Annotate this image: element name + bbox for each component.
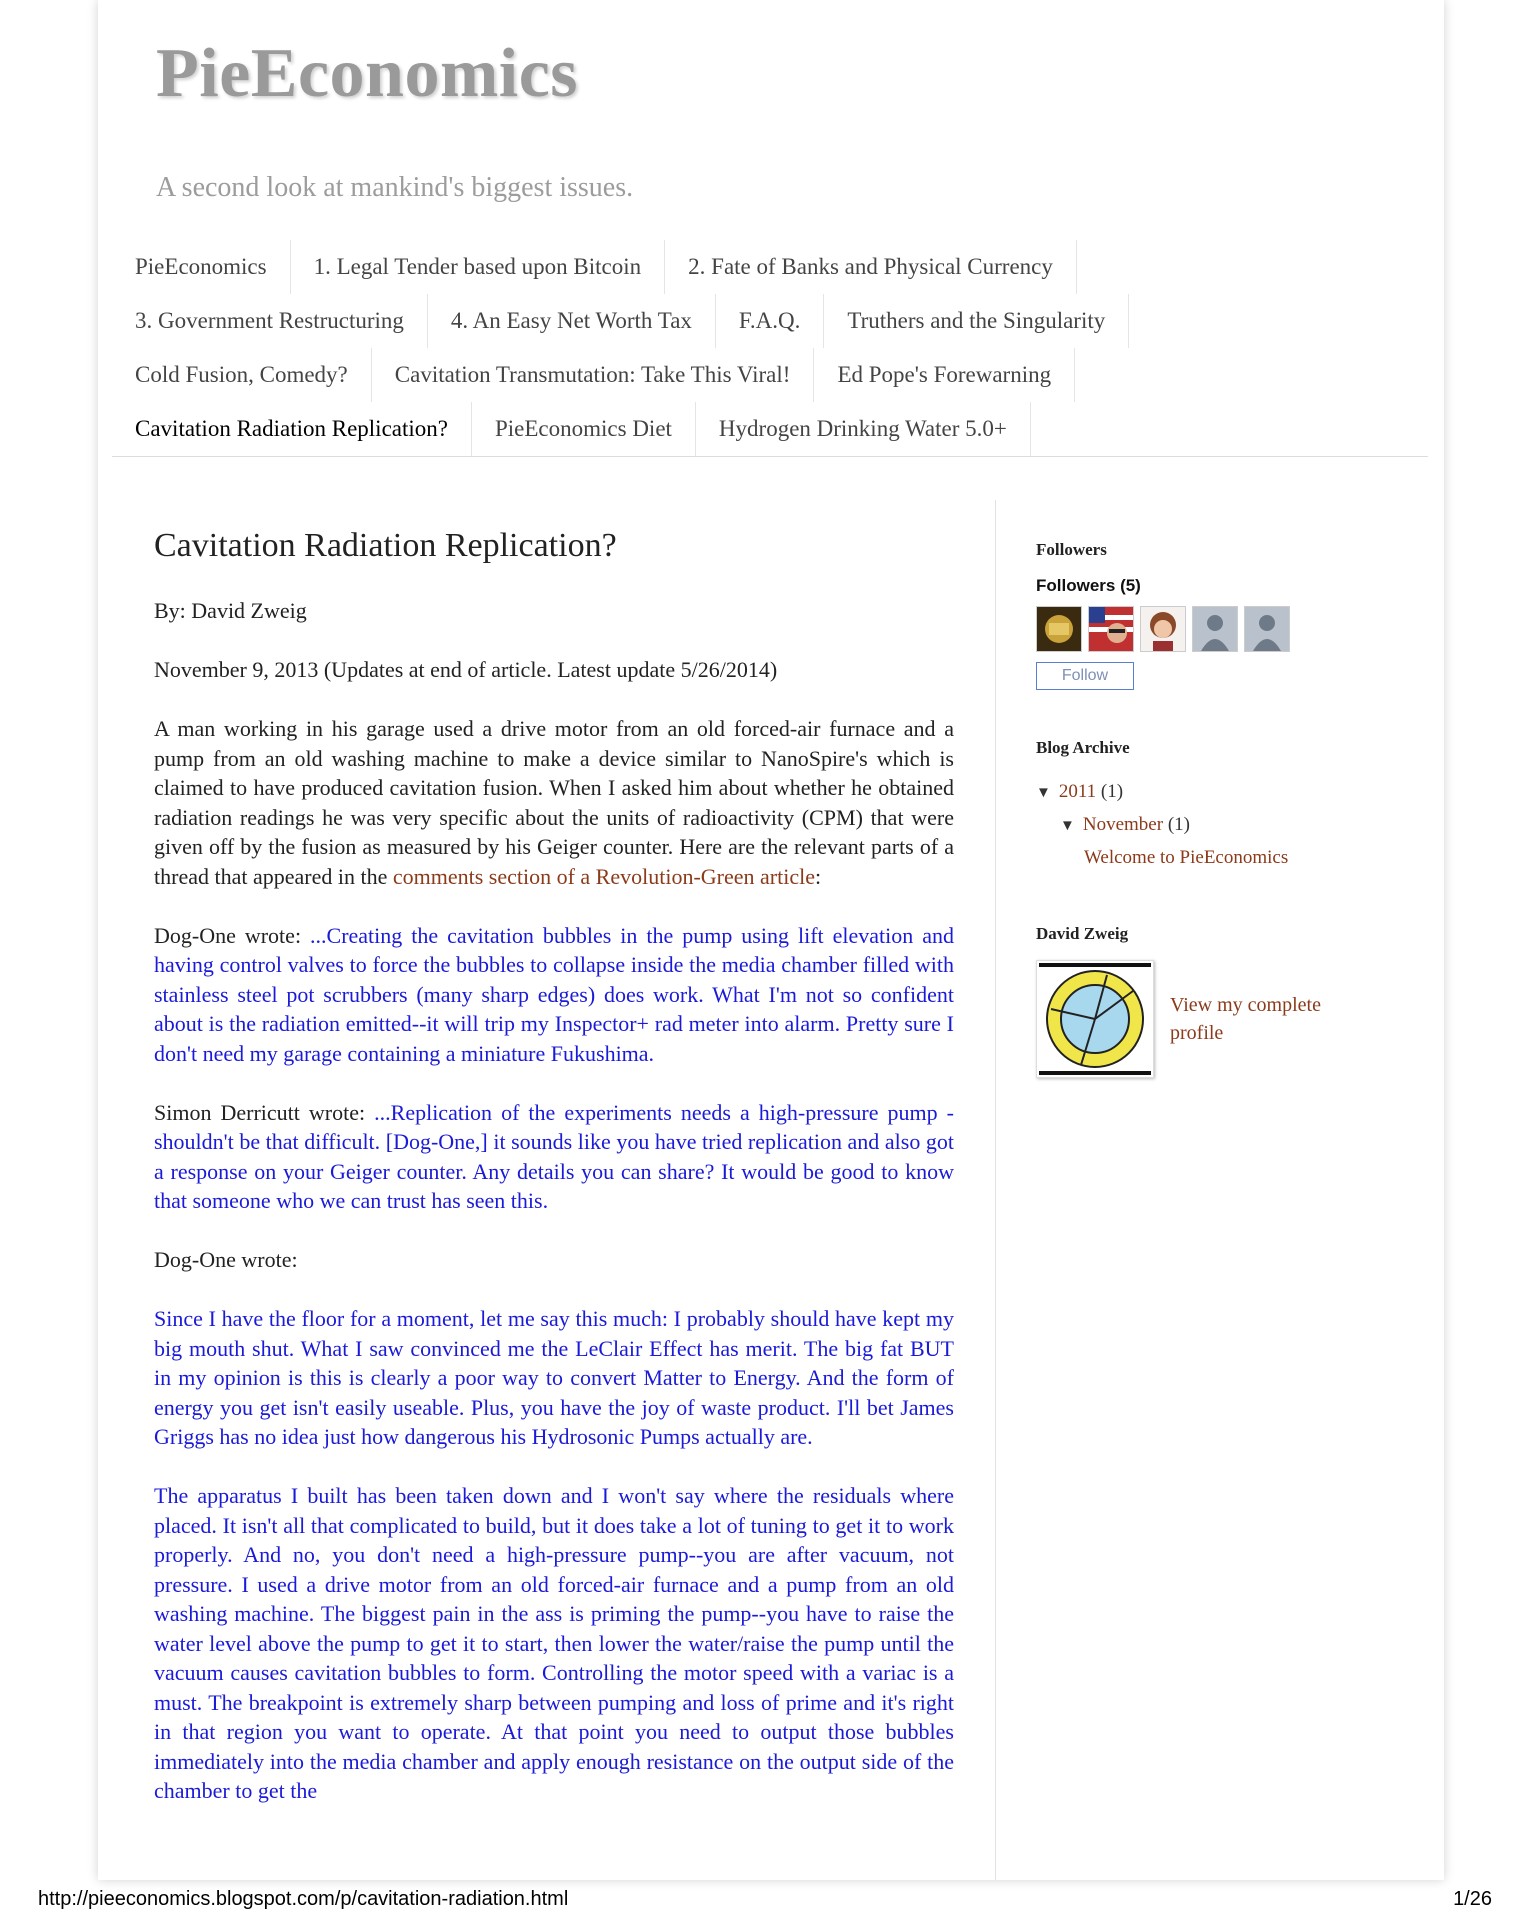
archive-month-link[interactable]: November [1082, 814, 1164, 835]
quote-author: Dog-One wrote: [154, 922, 311, 948]
tab-net-worth-tax[interactable]: 4. An Easy Net Worth Tax [428, 294, 716, 348]
view-profile-link[interactable]: View my complete profile [1170, 994, 1321, 1044]
tab-row [112, 294, 1428, 348]
followers-count[interactable]: Followers (5) [1036, 576, 1141, 595]
tab-row [112, 348, 1428, 402]
tab-faq[interactable]: F.A.Q. [716, 294, 824, 348]
page-container [98, 0, 1444, 1880]
post-date: November 9, 2013 (Updates at end of article. Latest update 5/26/2014) [154, 657, 778, 682]
profile-heading: David Zweig [1036, 924, 1129, 943]
tab-legal-tender[interactable]: 1. Legal Tender based upon Bitcoin [291, 240, 666, 294]
footer-url: http://pieeconomics.blogspot.com/p/cavitation-radiation.html [38, 1888, 569, 1910]
archive-month-row [1036, 809, 1376, 842]
quote-text: Since I have the floor for a moment, let me say this much: I probably should have kept my big mouth shut. What I saw convinced me the LeClair Effect has merit. The big fat BUT in my opinion is this is clearly a poor way to convert Matter to Energy. And the form of energy you get isn't easily useable. Plus, you have the joy of waste product. I'll bet James Griggs has no idea just how dangerous his Hydrosonic Pumps actually are. [154, 1306, 954, 1449]
tab-cavitation-transmutation[interactable]: Cavitation Transmutation: Take This Viral! [372, 348, 815, 402]
profile-block [1036, 960, 1376, 1078]
quote-simon [154, 1098, 954, 1216]
triangle-down-icon[interactable]: ▼ [1060, 818, 1075, 834]
tab-row [112, 240, 1428, 294]
quote-text: ...Creating the cavitation bubbles in the pump using lift elevation and having control valves to force the bubbles to collapse inside the media chamber filled with stainless steel pot scrubbers (many sharp edges) does work. What I'm not so confident about is the radiation emitted--it will trip my Inspector+ rad meter into alarm. Pretty sure I don't need my garage containing a miniature Fukushima. [154, 922, 954, 1066]
avatar[interactable] [1036, 606, 1082, 652]
quote-author: Dog-One wrote: [154, 1247, 298, 1272]
archive-post-row [1036, 842, 1376, 874]
post-title: Cavitation Radiation Replication? [154, 527, 617, 564]
tab-cavitation-radiation[interactable]: Cavitation Radiation Replication? [112, 402, 472, 456]
intro-end: : [814, 863, 822, 889]
archive-year-link[interactable]: 2011 [1058, 781, 1097, 802]
comments-link[interactable]: comments section of a Revolution-Green article [392, 863, 815, 889]
quote-text: The apparatus I built has been taken down and I won't say where the residuals where placed. It isn't all that complicated to build, but it does take a lot of tuning to get it to work properly. And no, you don't need a high-pressure pump--you are after vacuum, not pressure. I used a drive motor from an old forced-air furnace and a pump from an old washing machine. The biggest pain in the ass is priming the pump--you have to raise the water level above the pump to get it to start, then lower the water/raise the pump until the vacuum causes cavitation bubbles to form. Controlling the motor speed with a variac is a must. The breakpoint is extremely sharp between pumping and loss of prime and it's right in that region you want to operate. At that point you need to output those bubbles immediately into the media chamber and apply enough resistance on the output side of the chamber to get the [154, 1483, 954, 1803]
post-intro [154, 714, 954, 891]
quote-dog-one-1 [154, 921, 954, 1069]
avatar[interactable] [1192, 606, 1238, 652]
column-divider [995, 500, 996, 1880]
tab-fate-of-banks[interactable]: 2. Fate of Banks and Physical Currency [665, 240, 1077, 294]
follow-button[interactable]: Follow [1036, 662, 1134, 690]
blog-title[interactable]: PieEconomics [156, 35, 579, 112]
tab-row [112, 402, 1428, 456]
quote-author: Simon Derricutt wrote: [154, 1099, 375, 1125]
avatar[interactable] [1244, 606, 1290, 652]
profile-image[interactable] [1036, 960, 1154, 1078]
followers-heading: Followers [1036, 540, 1107, 559]
tab-ed-pope[interactable]: Ed Pope's Forewarning [814, 348, 1075, 402]
tab-truthers[interactable]: Truthers and the Singularity [824, 294, 1129, 348]
archive-heading: Blog Archive [1036, 738, 1130, 757]
post-byline: By: David Zweig [154, 598, 307, 623]
tab-pieeconomics[interactable]: PieEconomics [112, 240, 291, 294]
tab-hydrogen-water[interactable]: Hydrogen Drinking Water 5.0+ [696, 402, 1031, 456]
triangle-down-icon[interactable]: ▼ [1036, 785, 1051, 801]
archive-year-row [1036, 776, 1376, 809]
post-body [154, 520, 954, 1835]
blog-tagline: A second look at mankind's biggest issues. [156, 172, 634, 203]
tab-cold-fusion[interactable]: Cold Fusion, Comedy? [112, 348, 372, 402]
page-tabs [112, 240, 1428, 457]
archive-post-link[interactable]: Welcome to PieEconomics [1084, 847, 1289, 868]
quote-text: ...Replication of the experiments needs a high-pressure pump - shouldn't be that difficult. [Dog-One,] it sounds like you have tried replication and also got a response on your Geiger counter. Any details you can share? It would be good to know that someone who we can trust has seen this. [154, 1099, 954, 1213]
follower-avatars [1036, 606, 1376, 652]
avatar[interactable] [1140, 606, 1186, 652]
tab-government-restructuring[interactable]: 3. Government Restructuring [112, 294, 428, 348]
archive-month-count: (1) [1167, 814, 1190, 835]
avatar[interactable] [1088, 606, 1134, 652]
footer-page-number: 1/26 [1453, 1888, 1492, 1910]
tab-diet[interactable]: PieEconomics Diet [472, 402, 696, 456]
sidebar [1036, 540, 1376, 1078]
intro-text: A man working in his garage used a drive motor from an old forced-air furnace and a pump from an old washing machine to make a device similar to NanoSpire's which is claimed to have produced cavitation fusion. When I asked him about whether he obtained radiation readings he was very specific about the units of radioactivity (CPM) that were given off by the fusion as measured by his Geiger counter. Here are the relevant parts of a thread that appeared in the [154, 716, 954, 889]
archive-year-count: (1) [1100, 781, 1124, 802]
